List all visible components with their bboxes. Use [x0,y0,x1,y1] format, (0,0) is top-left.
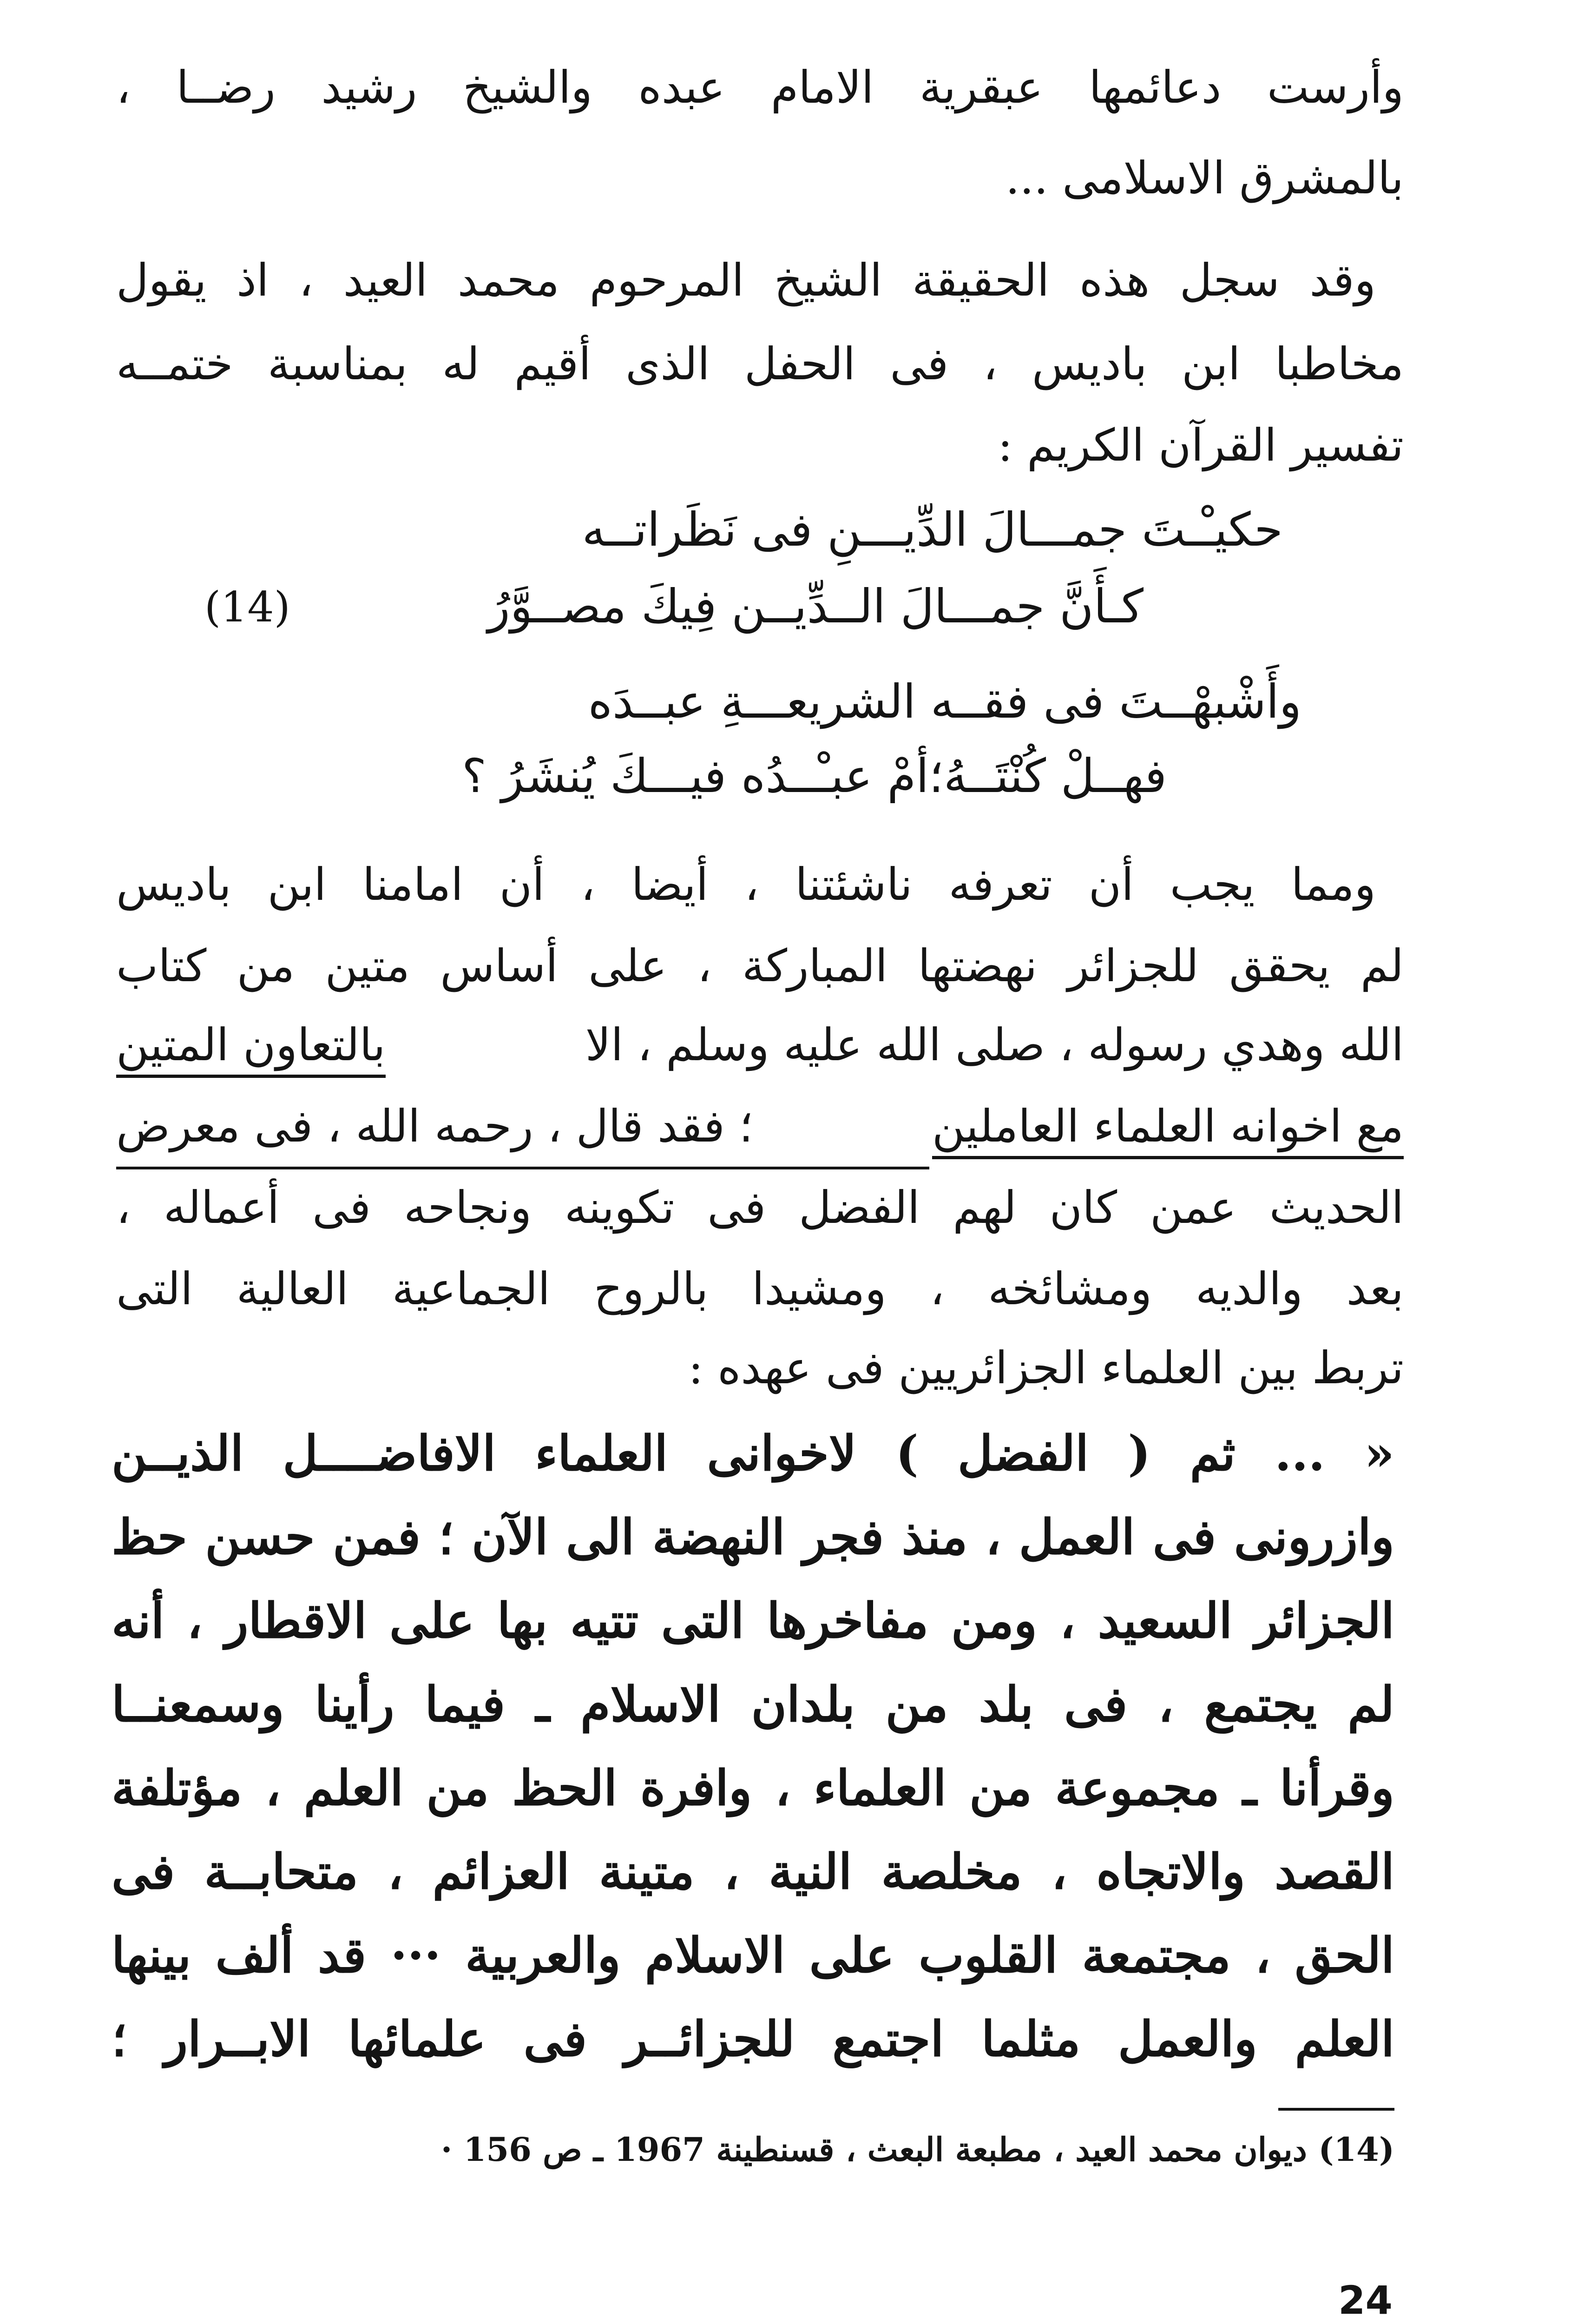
quote-line-6: القصد والاتجاه ، مخلصة النية ، متينة العزائم ، متحابــة فى [112,1843,1394,1900]
paragraph-3-line-2: لم يحقق للجزائر نهضتها المباركة ، على أساس متين من كتاب [116,940,1404,992]
footnote-text: (14) ديوان محمد العيد ، مطبعة البعث ، قسنطينة 1967 ـ ص 156 · [440,2130,1394,2169]
poem-verse-1-first-hemistich: حكيـْـتَ جمـــالَ الدِّيـــنِ فى نَظَراتــه [582,502,1283,557]
underlined-phrase-brothers: مع اخوانه العلماء العاملين [932,1100,1404,1159]
footnote-rule [1278,2108,1394,2111]
quote-line-8: العلم والعمل مثلما اجتمع للجزائــر فى علمائها الابــرار ؛ [112,2010,1394,2067]
paragraph-3-underlined-phrase-1-wrap [116,1019,386,1071]
paragraph-1-line-1: وأرست دعائمها عبقرية الامام عبده والشيخ رشيد رضــا ، [116,61,1404,113]
paragraph-3-line-5: الحديث عمن كان لهم الفضل فى تكوينه ونجاحه فى أعماله ، [116,1182,1404,1234]
page-number: 24 [1338,2278,1393,2323]
quote-line-1: « ... ثم ( الفضل ) لاخوانى العلماء الافاضــــل الذيــن [112,1425,1394,1482]
paragraph-1-line-2: بالمشرق الاسلامى ... [1006,152,1404,204]
quote-line-4: لم يجتمع ، فى بلد من بلدان الاسلام ـ فيما رأينا وسمعنــا [112,1676,1394,1733]
underline-rule [116,1167,929,1169]
poem-verse-2-first-hemistich: وأَشْبهْــتَ فى فقــه الشريعـــةِ عبــدَه [588,674,1301,729]
paragraph-3-line-7: تربط بين العلماء الجزائريين فى عهده : [688,1342,1404,1394]
poem-verse-2-second-hemistich: فهــلْ كُنْتَــهُ؛أمْ عبـْــدُه فيـــكَ يُنشَرُ ؟ [461,749,1167,803]
paragraph-3-line-6: بعد والديه ومشائخه ، ومشيدا بالروح الجماعية العالية التى [116,1263,1404,1315]
quote-line-2: وازرونى فى العمل ، منذ فجر النهضة الى الآن ؛ فمن حسن حظ [112,1508,1394,1565]
paragraph-3-line-1: ومما يجب أن تعرفه ناشئتنا ، أيضا ، أن امامنا ابن باديس [116,858,1376,911]
paragraph-2-line-2: مخاطبا ابن باديس ، فى الحفل الذى أقيم له بمناسبة ختمــه [116,338,1404,390]
paragraph-3-line-4-start [932,1100,1404,1152]
paragraph-3-line-4-end: ؛ فقد قال ، رحمه الله ، فى معرض [116,1100,753,1152]
poem-footnote-reference: (14) [204,583,290,632]
poem-verse-1-second-hemistich: كـأَنَّ جمـــالَ الــدِّيــن فِيكَ مصــوَّرُ [487,579,1144,634]
quote-line-5: وقرأنا ـ مجموعة من العلماء ، وافرة الحظ من العلم ، مؤتلفة [112,1759,1394,1816]
paragraph-2-line-3: تفسير القرآن الكريم : [998,419,1404,471]
quote-line-7: الحق ، مجتمعة القلوب على الاسلام والعربية ··· قد ألف بينها [112,1927,1394,1984]
paragraph-2-line-1: وقد سجل هذه الحقيقة الشيخ المرحوم محمد العيد ، اذ يقول [116,254,1376,306]
paragraph-3-line-3 [585,1019,1404,1071]
quote-line-3: الجزائر السعيد ، ومن مفاخرها التى تتيه بها على الاقطار ، أنه [112,1592,1394,1649]
paragraph-3-line-3-text: الله وهدي رسوله ، صلى الله عليه وسلم ، الا [585,1019,1404,1071]
underlined-phrase-cooperation: بالتعاون المتين [116,1019,386,1078]
